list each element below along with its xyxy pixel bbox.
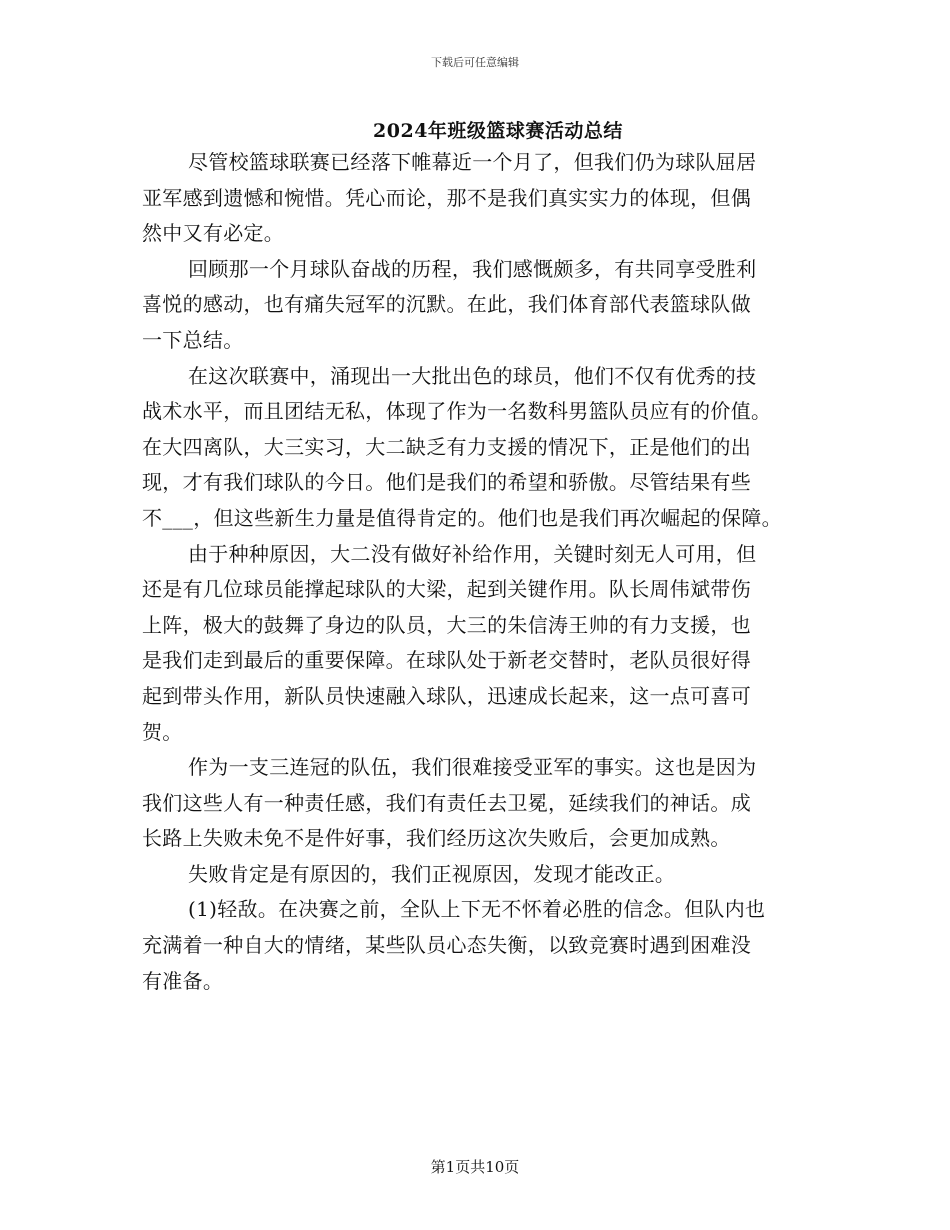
text-line: 一下总结。 xyxy=(142,327,244,352)
text-line: 充满着一种自大的情绪，某些队员心态失衡，以致竞赛时遇到困难没 xyxy=(142,933,751,958)
text-line: 回顾那一个月球队奋战的历程，我们感慨颇多，有共同享受胜利 xyxy=(188,256,757,281)
text-line: 长路上失败未免不是件好事，我们经历这次失败后，会更加成熟。 xyxy=(142,826,731,851)
text-line: 我们这些人有一种责任感，我们有责任去卫冕，延续我们的神话。成 xyxy=(142,790,751,815)
text-line: 贺。 xyxy=(142,719,183,744)
header-note: 下载后可任意编辑 xyxy=(431,56,519,69)
text-line: 上阵，极大的鼓舞了身边的队员，大三的朱信涛王帅的有力支援，也 xyxy=(142,612,751,637)
text-line: 不___，但这些新生力量是值得肯定的。他们也是我们再次崛起的保障。 xyxy=(142,505,782,530)
text-line: 在这次联赛中，涌现出一大批出色的球员，他们不仅有优秀的技 xyxy=(188,363,757,388)
text-line: 是我们走到最后的重要保障。在球队处于新老交替时，老队员很好得 xyxy=(142,648,751,673)
text-line: 由于种种原因，大二没有做好补给作用，关键时刻无人可用，但 xyxy=(188,541,757,566)
text-line: 喜悦的感动，也有痛失冠军的沉默。在此，我们体育部代表篮球队做 xyxy=(142,292,751,317)
document-title: 2024年班级篮球赛活动总结 xyxy=(373,120,623,142)
text-line: (1)轻敌。在决赛之前，全队上下无不怀着必胜的信念。但队内也 xyxy=(188,897,766,922)
text-line: 尽管校篮球联赛已经落下帷幕近一个月了，但我们仍为球队屈居 xyxy=(188,150,757,174)
page-number: 第1页共10页 xyxy=(430,1158,520,1176)
text-line: 起到带头作用，新队员快速融入球队，迅速成长起来，这一点可喜可 xyxy=(142,683,751,708)
text-line: 现，才有我们球队的今日。他们是我们的希望和骄傲。尽管结果有些 xyxy=(142,470,751,495)
text-line: 在大四离队，大三实习，大二缺乏有力支援的情况下，正是他们的出 xyxy=(142,434,751,459)
text-line: 亚军感到遗憾和惋惜。凭心而论，那不是我们真实实力的体现，但偶 xyxy=(142,185,751,210)
text-line: 作为一支三连冠的队伍，我们很难接受亚军的事实。这也是因为 xyxy=(188,755,757,780)
text-line: 还是有几位球员能撑起球队的大梁，起到关键作用。队长周伟斌带伤 xyxy=(142,577,751,602)
text-line: 然中又有必定。 xyxy=(142,221,285,246)
document-body xyxy=(142,145,832,999)
text-line: 有准备。 xyxy=(142,968,224,993)
text-line: 失败肯定是有原因的，我们正视原因，发现才能改正。 xyxy=(188,861,676,886)
text-line: 战术水平，而且团结无私，体现了作为一名数科男篮队员应有的价值。 xyxy=(142,399,772,424)
